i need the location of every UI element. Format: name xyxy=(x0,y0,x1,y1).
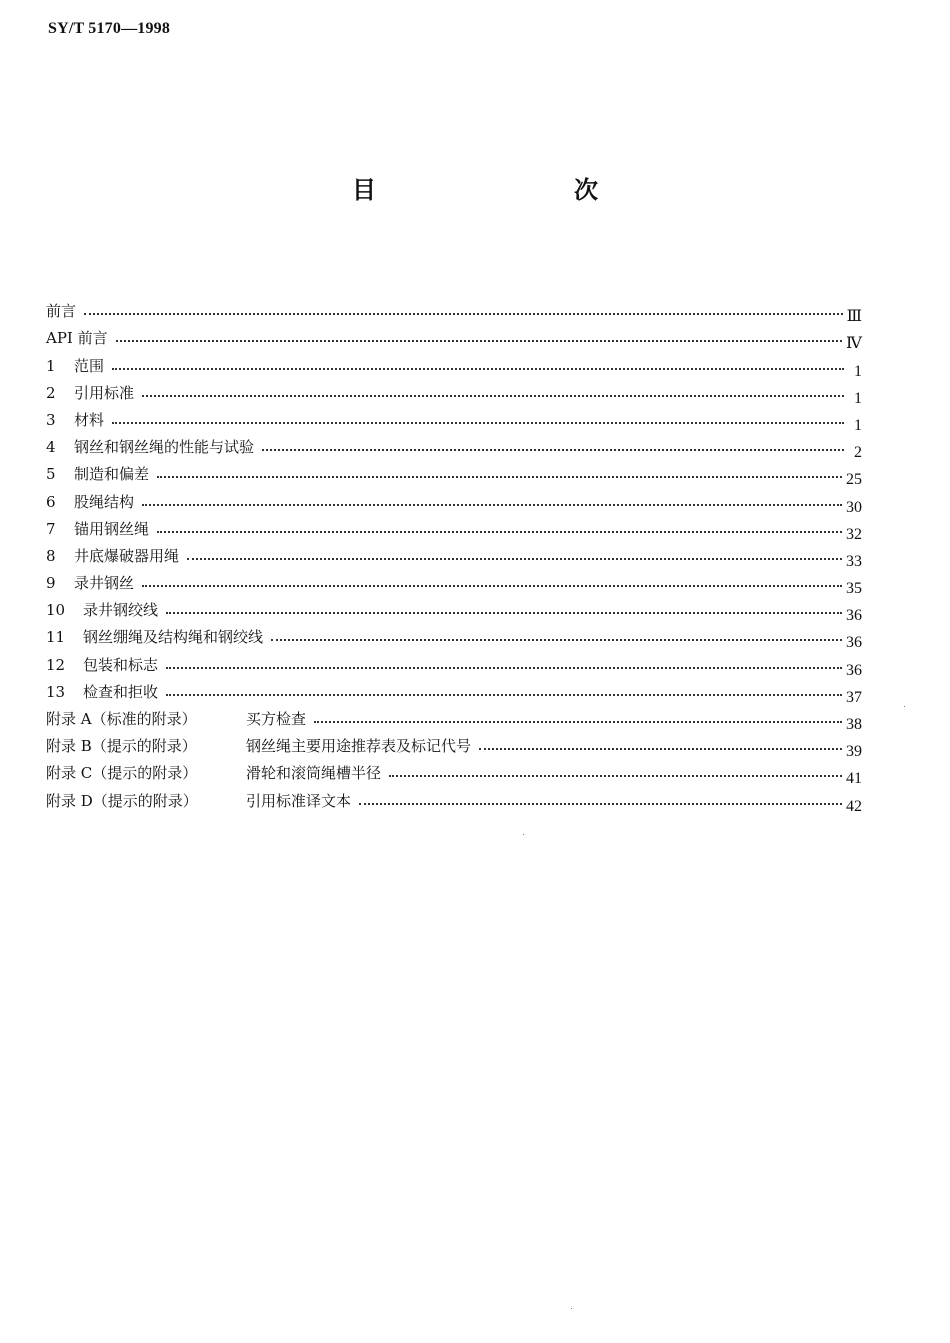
toc-entry-label: 锚用钢丝绳 xyxy=(74,519,150,538)
toc-entry-page: 25 xyxy=(846,471,862,489)
toc-appendix-entry[interactable] xyxy=(46,700,862,733)
toc-entry-number: 9 xyxy=(46,574,56,593)
dot-leader xyxy=(271,639,842,641)
toc-entry-page: 1 xyxy=(854,416,862,434)
toc-appendix-entry[interactable] xyxy=(46,781,862,815)
dot-leader xyxy=(314,721,842,723)
toc-entry-label: 检查和拒收 xyxy=(83,682,159,701)
toc-entry-page: 42 xyxy=(846,797,862,815)
toc-entry-page: 36 xyxy=(846,607,862,625)
toc-entry-label: 滑轮和滚筒绳槽半径 xyxy=(246,764,382,783)
toc-entry[interactable] xyxy=(46,428,862,462)
toc-entry[interactable] xyxy=(46,455,862,489)
document-code: SY/T 5170—1998 xyxy=(48,20,171,37)
toc-entry-label: 引用标准 xyxy=(74,383,135,402)
toc-entry-number: 12 xyxy=(46,655,66,674)
toc-entry-page: 1 xyxy=(854,389,862,407)
toc-entry[interactable] xyxy=(46,510,862,543)
dot-leader xyxy=(359,803,842,805)
dot-leader xyxy=(262,449,844,451)
toc-entry-page: 37 xyxy=(846,688,862,706)
toc-entry[interactable] xyxy=(46,564,862,598)
dot-leader xyxy=(142,585,842,587)
dot-leader xyxy=(479,748,842,750)
dot-leader xyxy=(166,667,842,669)
toc-entry-label: 钢丝绳主要用途推荐表及标记代号 xyxy=(246,737,472,756)
dot-leader xyxy=(112,368,844,370)
appendix-prefix: 附录 D（提示的附录） xyxy=(46,791,198,810)
appendix-prefix: 附录 A（标准的附录） xyxy=(46,710,197,728)
toc-entry-label: 包装和标志 xyxy=(83,655,159,674)
toc-entry[interactable] xyxy=(46,482,862,516)
toc-entry[interactable] xyxy=(46,673,862,706)
dot-leader xyxy=(166,694,842,696)
toc-entry-number: 10 xyxy=(46,601,66,620)
toc-entry-page: 38 xyxy=(846,716,862,733)
toc-entry-label: 引用标准译文本 xyxy=(246,791,352,810)
dot-leader xyxy=(112,422,844,424)
toc-entry-label: 钢丝绷绳及结构绳和钢绞线 xyxy=(83,628,264,647)
toc-entry[interactable] xyxy=(46,591,862,625)
scan-speck xyxy=(571,1308,572,1309)
page-title: 目 次 xyxy=(352,176,648,204)
toc-entry[interactable] xyxy=(46,401,862,434)
toc-entry-label: API 前言 xyxy=(46,329,108,348)
toc-entry-number: 13 xyxy=(46,682,66,701)
toc-entry-number: 3 xyxy=(46,410,56,429)
dot-leader xyxy=(157,476,842,478)
toc-entry-number: 6 xyxy=(46,492,56,511)
toc-entry-page: Ⅲ xyxy=(846,308,862,326)
toc-appendix-entry[interactable] xyxy=(46,727,862,761)
toc-entry-page: 36 xyxy=(846,634,862,652)
toc-entry-page: 32 xyxy=(846,525,862,543)
toc-entry[interactable] xyxy=(46,645,862,679)
dot-leader xyxy=(84,313,843,315)
toc-entry-number: 8 xyxy=(46,546,56,565)
appendix-prefix: 附录 C（提示的附录） xyxy=(46,764,198,783)
scan-speck xyxy=(904,706,905,707)
toc-entry-preface[interactable] xyxy=(46,292,862,326)
dot-leader xyxy=(166,612,842,614)
dot-leader xyxy=(116,340,842,342)
toc-entry-number: 7 xyxy=(46,519,56,538)
dot-leader xyxy=(157,531,842,533)
dot-leader xyxy=(187,558,842,560)
toc-appendix-entry[interactable] xyxy=(46,754,862,788)
toc-entry[interactable] xyxy=(46,374,862,407)
toc-entry-page: 1 xyxy=(854,362,862,380)
toc-entry-page: 35 xyxy=(846,580,862,598)
toc-entry-page: 33 xyxy=(846,552,862,570)
toc-entry-label: 钢丝和钢丝绳的性能与试验 xyxy=(74,438,255,457)
dot-leader xyxy=(142,395,844,397)
toc-entry[interactable] xyxy=(46,537,862,570)
toc-entry-label: 井底爆破器用绳 xyxy=(74,546,180,565)
toc-entry-number: 2 xyxy=(46,383,56,402)
toc-entry-label: 股绳结构 xyxy=(74,492,135,511)
toc-entry-label: 买方检查 xyxy=(246,710,307,728)
toc-entry-number: 11 xyxy=(46,628,66,647)
toc-entry-page: 36 xyxy=(846,661,862,679)
toc-entry-page: 2 xyxy=(854,444,862,462)
toc-entry-page: 41 xyxy=(846,770,862,788)
scan-speck xyxy=(523,834,524,835)
toc-entry-number: 1 xyxy=(46,356,56,375)
toc-entry-label: 材料 xyxy=(74,410,105,429)
toc-entry-label: 录井钢丝 xyxy=(74,574,135,593)
toc-entry[interactable] xyxy=(46,346,862,380)
toc-entry-label: 录井钢绞线 xyxy=(83,601,159,620)
toc-entry[interactable] xyxy=(46,618,862,652)
toc-entry-page: Ⅳ xyxy=(846,335,862,353)
dot-leader xyxy=(389,775,842,777)
toc-entry-label: 制造和偏差 xyxy=(74,465,150,484)
toc-entry-page: 39 xyxy=(846,743,862,761)
toc-entry-api-preface[interactable] xyxy=(46,319,862,353)
toc-entry-number: 4 xyxy=(46,438,56,457)
toc-entry-number: 5 xyxy=(46,465,56,484)
table-of-contents xyxy=(46,292,862,815)
appendix-prefix: 附录 B（提示的附录） xyxy=(46,737,197,756)
toc-entry-label: 范围 xyxy=(74,356,105,375)
toc-entry-page: 30 xyxy=(846,498,862,516)
toc-entry-label: 前言 xyxy=(46,302,77,321)
dot-leader xyxy=(142,504,842,506)
